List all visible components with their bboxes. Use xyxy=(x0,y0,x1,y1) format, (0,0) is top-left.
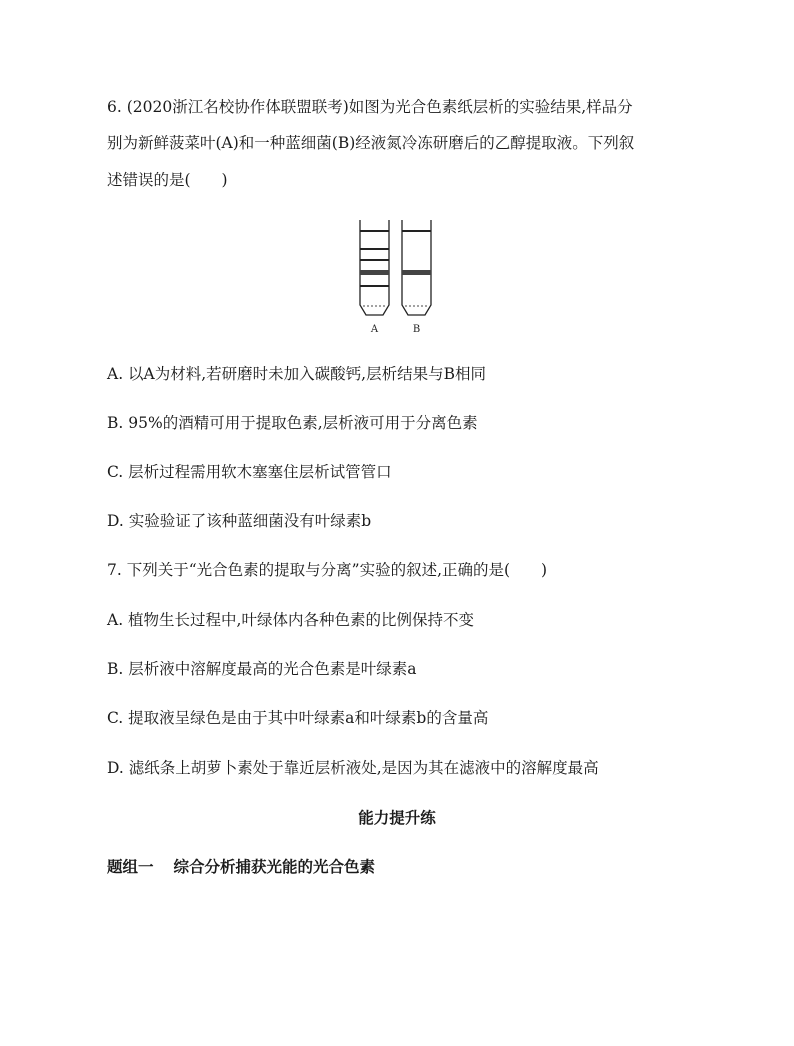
group-heading xyxy=(107,855,375,877)
group-label: 题组一 xyxy=(107,858,154,876)
tube-b xyxy=(402,220,431,315)
q6-stem-line-3: 述错误的是( ) xyxy=(107,171,228,189)
tube-b-label: B xyxy=(412,324,421,335)
q7-option-b: B. 层析液中溶解度最高的光合色素是叶绿素a xyxy=(107,660,417,678)
tube-b-band-1 xyxy=(402,270,431,275)
tube-a xyxy=(360,220,389,315)
tube-a-band-3 xyxy=(360,270,389,275)
q6-option-b: B. 95%的酒精可用于提取色素,层析液可用于分离色素 xyxy=(107,414,478,432)
q6-stem-line-2: 别为新鲜菠菜叶(A)和一种蓝细菌(B)经液氮冷冻研磨后的乙醇提取液。下列叙 xyxy=(107,134,635,152)
q7-option-c: C. 提取液呈绿色是由于其中叶绿素a和叶绿素b的含量高 xyxy=(107,709,489,727)
q7-option-a: A. 植物生长过程中,叶绿体内各种色素的比例保持不变 xyxy=(107,611,474,629)
q6-option-c: C. 层析过程需用软木塞塞住层析试管管口 xyxy=(107,463,392,481)
tube-a-label: A xyxy=(370,324,379,335)
q6-option-a: A. 以A为材料,若研磨时未加入碳酸钙,层析结果与B相同 xyxy=(107,365,486,383)
group-title: 综合分析捕获光能的光合色素 xyxy=(173,858,376,876)
q7-stem: 7. 下列关于“光合色素的提取与分离”实验的叙述,正确的是( ) xyxy=(107,561,548,579)
q6-option-d: D. 实验验证了该种蓝细菌没有叶绿素b xyxy=(107,512,372,530)
section-title: 能力提升练 xyxy=(358,809,436,827)
q6-stem-line-1: 6. (2020浙江名校协作体联盟联考)如图为光合色素纸层析的实验结果,样品分 xyxy=(107,98,633,116)
chromatography-figure xyxy=(0,210,794,350)
q7-option-d: D. 滤纸条上胡萝卜素处于靠近层析液处,是因为其在滤液中的溶解度最高 xyxy=(107,759,599,777)
